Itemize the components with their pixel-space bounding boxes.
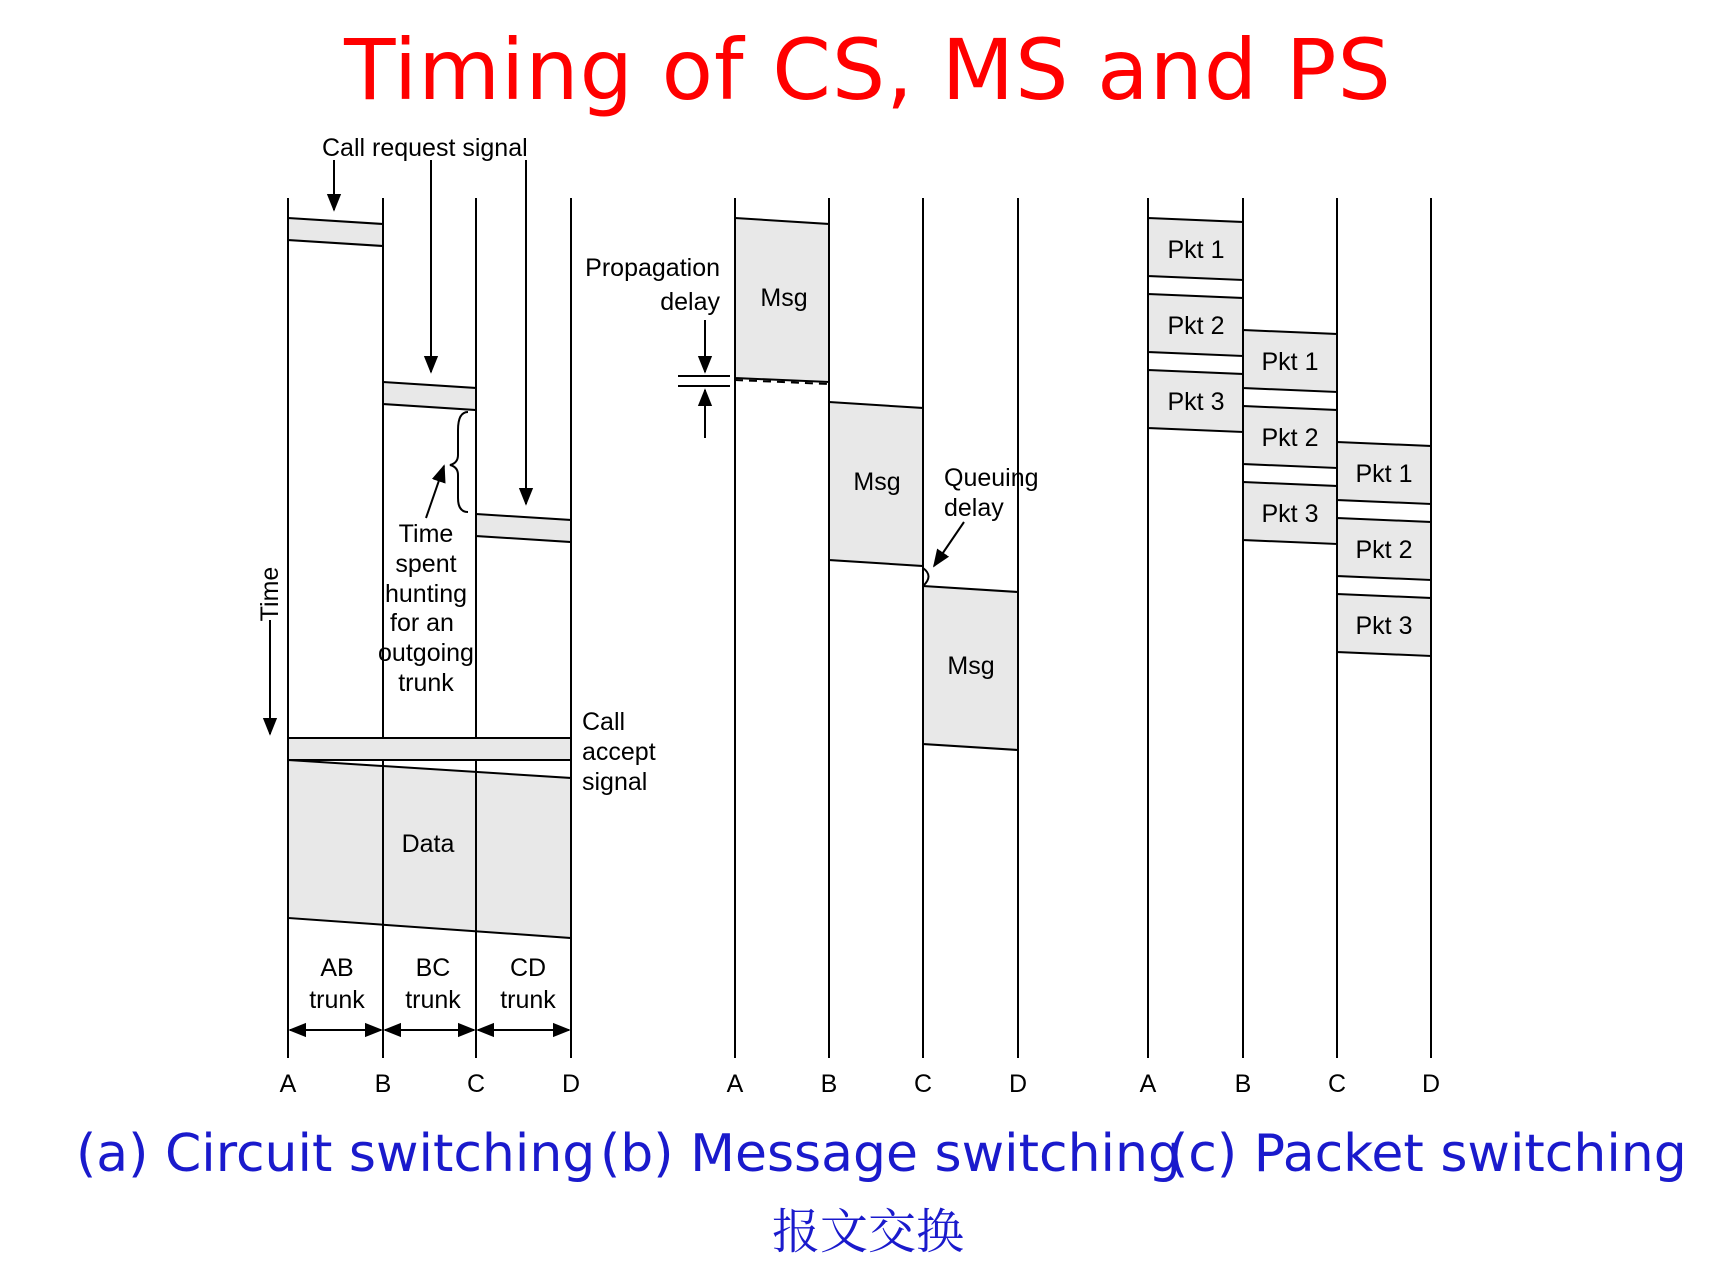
- bc-trunk-line-1: BC: [415, 954, 451, 982]
- call-request-label: Call request signal: [322, 134, 528, 162]
- call-accept-band: [288, 738, 571, 760]
- bc-trunk-line-2: trunk: [405, 986, 461, 1014]
- pkt2-cd-label: Pkt 2: [1355, 536, 1413, 564]
- caption-message-switching: (b) Message switching: [600, 1124, 1181, 1184]
- pkt1-ab-label: Pkt 1: [1167, 236, 1225, 264]
- queuing-arrow: [934, 522, 964, 566]
- packet-labels: [1140, 236, 1440, 1098]
- hunting-line-2: spent: [395, 550, 457, 578]
- message-node-d: D: [1008, 1070, 1028, 1098]
- message-node-c: C: [913, 1070, 933, 1098]
- packet-node-d: D: [1421, 1070, 1441, 1098]
- pkt3-cd-label: Pkt 3: [1355, 612, 1413, 640]
- circuit-node-a: A: [279, 1070, 297, 1098]
- hunting-line-4: for an: [390, 609, 454, 637]
- caption-circuit-switching: (a) Circuit switching: [76, 1124, 596, 1184]
- page-title: Timing of CS, MS and PS: [344, 21, 1392, 119]
- pkt2-bc-label: Pkt 2: [1261, 424, 1319, 452]
- pkt3-ab-label: Pkt 3: [1167, 388, 1225, 416]
- queuing-line-1: Queuing: [944, 464, 1039, 492]
- hunting-line-5: outgoing: [378, 639, 474, 667]
- message-node-a: A: [726, 1070, 744, 1098]
- time-axis-label: Time: [256, 566, 284, 622]
- cd-trunk-line-2: trunk: [500, 986, 556, 1014]
- propagation-line-2: delay: [660, 288, 720, 316]
- ab-trunk-line-2: trunk: [309, 986, 365, 1014]
- circuit-node-c: C: [466, 1070, 486, 1098]
- propagation-line-1: Propagation: [585, 254, 720, 282]
- ab-trunk-line-1: AB: [320, 954, 354, 982]
- call-accept-line-1: Call: [582, 708, 626, 736]
- queuing-line-2: delay: [944, 494, 1004, 522]
- call-request-band-bc: [383, 382, 476, 410]
- pkt1-bc-label: Pkt 1: [1261, 348, 1319, 376]
- packet-node-c: C: [1327, 1070, 1347, 1098]
- call-request-band-cd: [476, 514, 571, 542]
- call-accept-line-2: accept: [582, 738, 656, 766]
- hunting-line-6: trunk: [398, 669, 454, 697]
- hunting-arrow: [426, 466, 444, 518]
- hunting-line-1: Time: [398, 520, 454, 548]
- msg-label-bc: Msg: [853, 468, 901, 496]
- caption-chinese: 报文交换: [771, 1204, 964, 1260]
- packet-node-b: B: [1234, 1070, 1252, 1098]
- hunting-line-3: hunting: [384, 580, 468, 608]
- circuit-node-b: B: [374, 1070, 392, 1098]
- caption-packet-switching: (c) Packet switching: [1168, 1124, 1687, 1184]
- msg-label-ab: Msg: [760, 284, 808, 312]
- hunting-brace: [450, 412, 468, 512]
- pkt3-bc-label: Pkt 3: [1261, 500, 1319, 528]
- call-accept-line-3: signal: [582, 768, 648, 796]
- data-label: Data: [401, 830, 455, 858]
- packet-node-a: A: [1139, 1070, 1157, 1098]
- pkt1-cd-label: Pkt 1: [1355, 460, 1413, 488]
- pkt2-ab-label: Pkt 2: [1167, 312, 1225, 340]
- msg-label-cd: Msg: [947, 652, 995, 680]
- circuit-node-d: D: [561, 1070, 581, 1098]
- call-request-band-ab: [288, 218, 383, 246]
- message-switching-panel: [678, 198, 1018, 1058]
- cd-trunk-line-1: CD: [509, 954, 547, 982]
- message-node-b: B: [820, 1070, 838, 1098]
